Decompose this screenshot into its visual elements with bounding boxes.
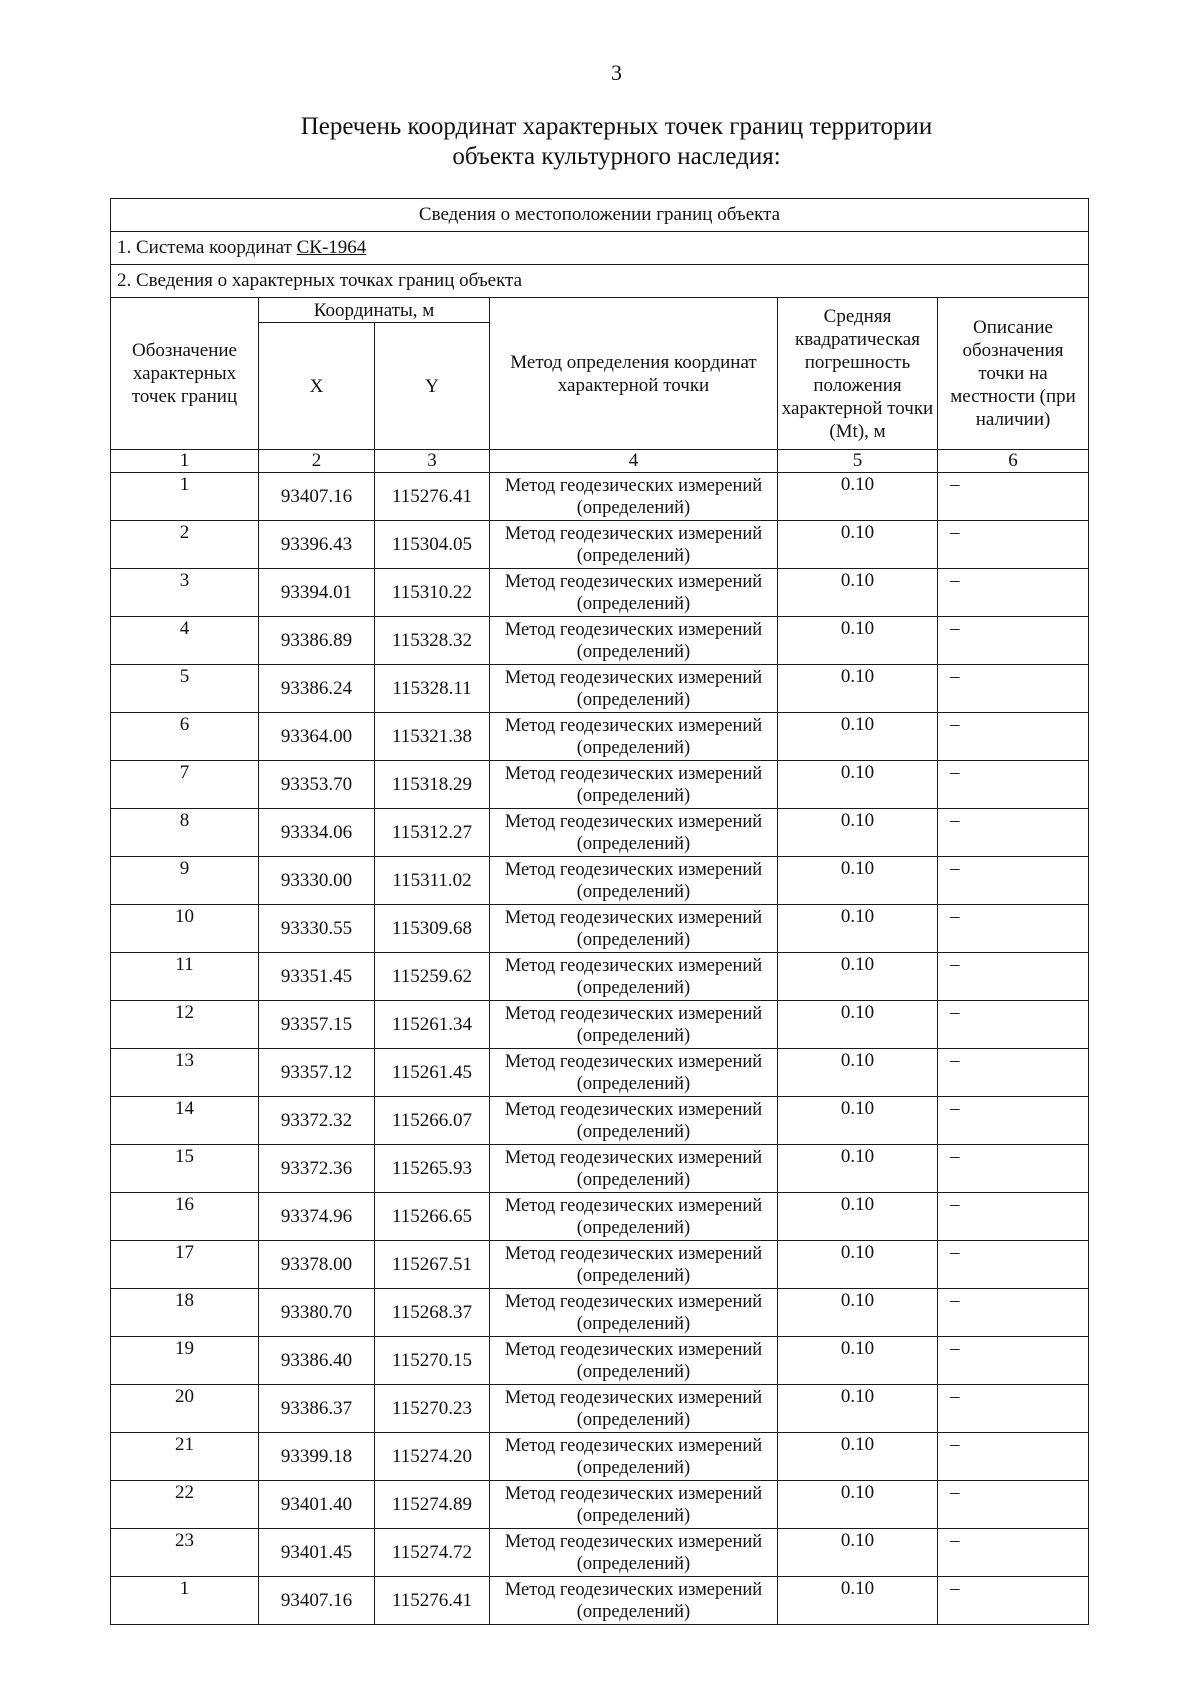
method-cell: Метод геодезических измерений (определений) <box>490 1385 778 1433</box>
point-designation-cell: 17 <box>111 1241 259 1289</box>
x-coordinate-cell: 93364.00 <box>259 713 375 761</box>
error-cell: 0.10 <box>778 761 938 809</box>
point-designation-cell: 20 <box>111 1385 259 1433</box>
description-cell: – <box>938 1241 1089 1289</box>
x-coordinate-cell: 93380.70 <box>259 1289 375 1337</box>
description-cell: – <box>938 617 1089 665</box>
y-coordinate-cell: 115274.20 <box>375 1433 490 1481</box>
method-cell: Метод геодезических измерений (определений) <box>490 569 778 617</box>
point-designation-cell: 2 <box>111 521 259 569</box>
header-point: Обозначение характерных точек границ <box>111 298 259 450</box>
table-row <box>111 473 1089 521</box>
x-coordinate-cell: 93386.24 <box>259 665 375 713</box>
header-error <box>778 298 938 450</box>
description-cell: – <box>938 1481 1089 1529</box>
y-coordinate-cell: 115266.07 <box>375 1097 490 1145</box>
y-coordinate-cell: 115318.29 <box>375 761 490 809</box>
description-cell: – <box>938 473 1089 521</box>
header-y: Y <box>375 323 490 450</box>
error-cell: 0.10 <box>778 1529 938 1577</box>
error-cell: 0.10 <box>778 1337 938 1385</box>
description-cell: – <box>938 809 1089 857</box>
header-method: Метод определения координат характерной точки <box>490 298 778 450</box>
point-designation-cell: 18 <box>111 1289 259 1337</box>
point-designation-cell: 10 <box>111 905 259 953</box>
method-cell: Метод геодезических измерений (определений) <box>490 713 778 761</box>
y-coordinate-cell: 115259.62 <box>375 953 490 1001</box>
table-row <box>111 1289 1089 1337</box>
table-banner: Сведения о местоположении границ объекта <box>111 199 1089 232</box>
method-cell: Метод геодезических измерений (определений) <box>490 1097 778 1145</box>
x-coordinate-cell: 93351.45 <box>259 953 375 1001</box>
point-designation-cell: 3 <box>111 569 259 617</box>
description-cell: – <box>938 1529 1089 1577</box>
y-coordinate-cell: 115311.02 <box>375 857 490 905</box>
error-cell: 0.10 <box>778 1241 938 1289</box>
table-row <box>111 1529 1089 1577</box>
description-cell: – <box>938 1289 1089 1337</box>
method-cell: Метод геодезических измерений (определений) <box>490 1241 778 1289</box>
y-coordinate-cell: 115274.89 <box>375 1481 490 1529</box>
document-title-line-1: Перечень координат характерных точек границ территории <box>300 113 933 140</box>
point-designation-cell: 21 <box>111 1433 259 1481</box>
table-row <box>111 857 1089 905</box>
point-designation-cell: 6 <box>111 713 259 761</box>
description-cell: – <box>938 761 1089 809</box>
y-coordinate-cell: 115266.65 <box>375 1193 490 1241</box>
method-cell: Метод геодезических измерений (определений) <box>490 617 778 665</box>
column-number: 1 <box>111 450 259 473</box>
table-row <box>111 761 1089 809</box>
section-2-heading: 2. Сведения о характерных точках границ объекта <box>111 265 1089 298</box>
description-cell: – <box>938 521 1089 569</box>
method-cell: Метод геодезических измерений (определений) <box>490 761 778 809</box>
x-coordinate-cell: 93372.36 <box>259 1145 375 1193</box>
point-designation-cell: 14 <box>111 1097 259 1145</box>
method-cell: Метод геодезических измерений (определений) <box>490 1289 778 1337</box>
error-cell: 0.10 <box>778 1385 938 1433</box>
x-coordinate-cell: 93386.89 <box>259 617 375 665</box>
error-cell: 0.10 <box>778 953 938 1001</box>
method-cell: Метод геодезических измерений (определений) <box>490 473 778 521</box>
point-designation-cell: 8 <box>111 809 259 857</box>
y-coordinate-cell: 115261.45 <box>375 1049 490 1097</box>
table-row <box>111 905 1089 953</box>
header-description: Описание обозначения точки на местности (при наличии) <box>938 298 1089 450</box>
y-coordinate-cell: 115328.11 <box>375 665 490 713</box>
x-coordinate-cell: 93396.43 <box>259 521 375 569</box>
error-cell: 0.10 <box>778 473 938 521</box>
table-row <box>111 953 1089 1001</box>
x-coordinate-cell: 93334.06 <box>259 809 375 857</box>
y-coordinate-cell: 115270.23 <box>375 1385 490 1433</box>
table-row <box>111 1145 1089 1193</box>
y-coordinate-cell: 115261.34 <box>375 1001 490 1049</box>
point-designation-cell: 4 <box>111 617 259 665</box>
y-coordinate-cell: 115309.68 <box>375 905 490 953</box>
table-row <box>111 713 1089 761</box>
y-coordinate-cell: 115267.51 <box>375 1241 490 1289</box>
x-coordinate-cell: 93407.16 <box>259 473 375 521</box>
y-coordinate-cell: 115304.05 <box>375 521 490 569</box>
x-coordinate-cell: 93357.15 <box>259 1001 375 1049</box>
header-x: X <box>259 323 375 450</box>
y-coordinate-cell: 115270.15 <box>375 1337 490 1385</box>
method-cell: Метод геодезических измерений (определений) <box>490 1193 778 1241</box>
coordinate-system-value: СК-1964 <box>296 237 367 258</box>
column-number: 3 <box>375 450 490 473</box>
table-row <box>111 1193 1089 1241</box>
x-coordinate-cell: 93407.16 <box>259 1577 375 1625</box>
description-cell: – <box>938 1433 1089 1481</box>
x-coordinate-cell: 93394.01 <box>259 569 375 617</box>
error-cell: 0.10 <box>778 1145 938 1193</box>
error-cell: 0.10 <box>778 905 938 953</box>
description-cell: – <box>938 1577 1089 1625</box>
x-coordinate-cell: 93374.96 <box>259 1193 375 1241</box>
document-title-line-2: объекта культурного наследия: <box>452 143 781 170</box>
y-coordinate-cell: 115312.27 <box>375 809 490 857</box>
error-cell: 0.10 <box>778 809 938 857</box>
error-cell: 0.10 <box>778 1097 938 1145</box>
y-coordinate-cell: 115276.41 <box>375 1577 490 1625</box>
x-coordinate-cell: 93378.00 <box>259 1241 375 1289</box>
method-cell: Метод геодезических измерений (определений) <box>490 1337 778 1385</box>
method-cell: Метод геодезических измерений (определений) <box>490 1145 778 1193</box>
point-designation-cell: 19 <box>111 1337 259 1385</box>
point-designation-cell: 16 <box>111 1193 259 1241</box>
error-cell: 0.10 <box>778 1433 938 1481</box>
header-error-label: Средняя квадратическая погрешность положения характерной точки (Mt), м <box>781 305 934 442</box>
error-cell: 0.10 <box>778 713 938 761</box>
column-number: 6 <box>938 450 1089 473</box>
x-coordinate-cell: 93330.00 <box>259 857 375 905</box>
column-number: 2 <box>259 450 375 473</box>
description-cell: – <box>938 905 1089 953</box>
method-cell: Метод геодезических измерений (определений) <box>490 905 778 953</box>
description-cell: – <box>938 1049 1089 1097</box>
x-coordinate-cell: 93386.40 <box>259 1337 375 1385</box>
table-row <box>111 1049 1089 1097</box>
page-number: 3 <box>611 60 622 85</box>
description-cell: – <box>938 569 1089 617</box>
method-cell: Метод геодезических измерений (определений) <box>490 1001 778 1049</box>
method-cell: Метод геодезических измерений (определений) <box>490 1529 778 1577</box>
method-cell: Метод геодезических измерений (определений) <box>490 1049 778 1097</box>
description-cell: – <box>938 713 1089 761</box>
error-cell: 0.10 <box>778 665 938 713</box>
description-cell: – <box>938 953 1089 1001</box>
table-row <box>111 1433 1089 1481</box>
point-designation-cell: 1 <box>111 473 259 521</box>
column-number-row <box>111 450 1089 473</box>
x-coordinate-cell: 93401.40 <box>259 1481 375 1529</box>
method-cell: Метод геодезических измерений (определений) <box>490 809 778 857</box>
coordinates-table <box>110 198 1089 1625</box>
table-row <box>111 1577 1089 1625</box>
method-cell: Метод геодезических измерений (определений) <box>490 521 778 569</box>
error-cell: 0.10 <box>778 521 938 569</box>
error-cell: 0.10 <box>778 569 938 617</box>
column-number: 5 <box>778 450 938 473</box>
y-coordinate-cell: 115265.93 <box>375 1145 490 1193</box>
point-designation-cell: 15 <box>111 1145 259 1193</box>
error-cell: 0.10 <box>778 1001 938 1049</box>
error-cell: 0.10 <box>778 1049 938 1097</box>
table-row <box>111 665 1089 713</box>
x-coordinate-cell: 93401.45 <box>259 1529 375 1577</box>
table-row <box>111 1097 1089 1145</box>
point-designation-cell: 5 <box>111 665 259 713</box>
description-cell: – <box>938 1097 1089 1145</box>
table-row <box>111 809 1089 857</box>
method-cell: Метод геодезических измерений (определений) <box>490 1577 778 1625</box>
point-designation-cell: 7 <box>111 761 259 809</box>
table-row <box>111 1001 1089 1049</box>
coordinate-system-row <box>111 232 1089 265</box>
y-coordinate-cell: 115328.32 <box>375 617 490 665</box>
description-cell: – <box>938 1145 1089 1193</box>
description-cell: – <box>938 1385 1089 1433</box>
point-designation-cell: 23 <box>111 1529 259 1577</box>
table-row <box>111 1481 1089 1529</box>
method-cell: Метод геодезических измерений (определений) <box>490 665 778 713</box>
method-cell: Метод геодезических измерений (определений) <box>490 857 778 905</box>
error-cell: 0.10 <box>778 1289 938 1337</box>
table-row <box>111 1241 1089 1289</box>
error-cell: 0.10 <box>778 617 938 665</box>
y-coordinate-cell: 115274.72 <box>375 1529 490 1577</box>
y-coordinate-cell: 115268.37 <box>375 1289 490 1337</box>
description-cell: – <box>938 1001 1089 1049</box>
description-cell: – <box>938 665 1089 713</box>
x-coordinate-cell: 93372.32 <box>259 1097 375 1145</box>
x-coordinate-cell: 93386.37 <box>259 1385 375 1433</box>
x-coordinate-cell: 93353.70 <box>259 761 375 809</box>
error-cell: 0.10 <box>778 857 938 905</box>
table-row <box>111 521 1089 569</box>
method-cell: Метод геодезических измерений (определений) <box>490 1481 778 1529</box>
error-cell: 0.10 <box>778 1481 938 1529</box>
description-cell: – <box>938 1337 1089 1385</box>
x-coordinate-cell: 93330.55 <box>259 905 375 953</box>
column-number: 4 <box>490 450 778 473</box>
error-cell: 0.10 <box>778 1577 938 1625</box>
method-cell: Метод геодезических измерений (определений) <box>490 1433 778 1481</box>
x-coordinate-cell: 93399.18 <box>259 1433 375 1481</box>
point-designation-cell: 13 <box>111 1049 259 1097</box>
point-designation-cell: 9 <box>111 857 259 905</box>
table-row <box>111 569 1089 617</box>
description-cell: – <box>938 857 1089 905</box>
error-cell: 0.10 <box>778 1193 938 1241</box>
x-coordinate-cell: 93357.12 <box>259 1049 375 1097</box>
header-coordinates: Координаты, м <box>259 298 490 323</box>
coordinate-system-label: 1. Система координат <box>117 237 297 258</box>
y-coordinate-cell: 115321.38 <box>375 713 490 761</box>
point-designation-cell: 1 <box>111 1577 259 1625</box>
point-designation-cell: 12 <box>111 1001 259 1049</box>
table-row <box>111 1385 1089 1433</box>
y-coordinate-cell: 115310.22 <box>375 569 490 617</box>
point-designation-cell: 11 <box>111 953 259 1001</box>
y-coordinate-cell: 115276.41 <box>375 473 490 521</box>
method-cell: Метод геодезических измерений (определений) <box>490 953 778 1001</box>
table-row <box>111 617 1089 665</box>
description-cell: – <box>938 1193 1089 1241</box>
point-designation-cell: 22 <box>111 1481 259 1529</box>
table-row <box>111 1337 1089 1385</box>
document-title <box>0 112 1200 172</box>
